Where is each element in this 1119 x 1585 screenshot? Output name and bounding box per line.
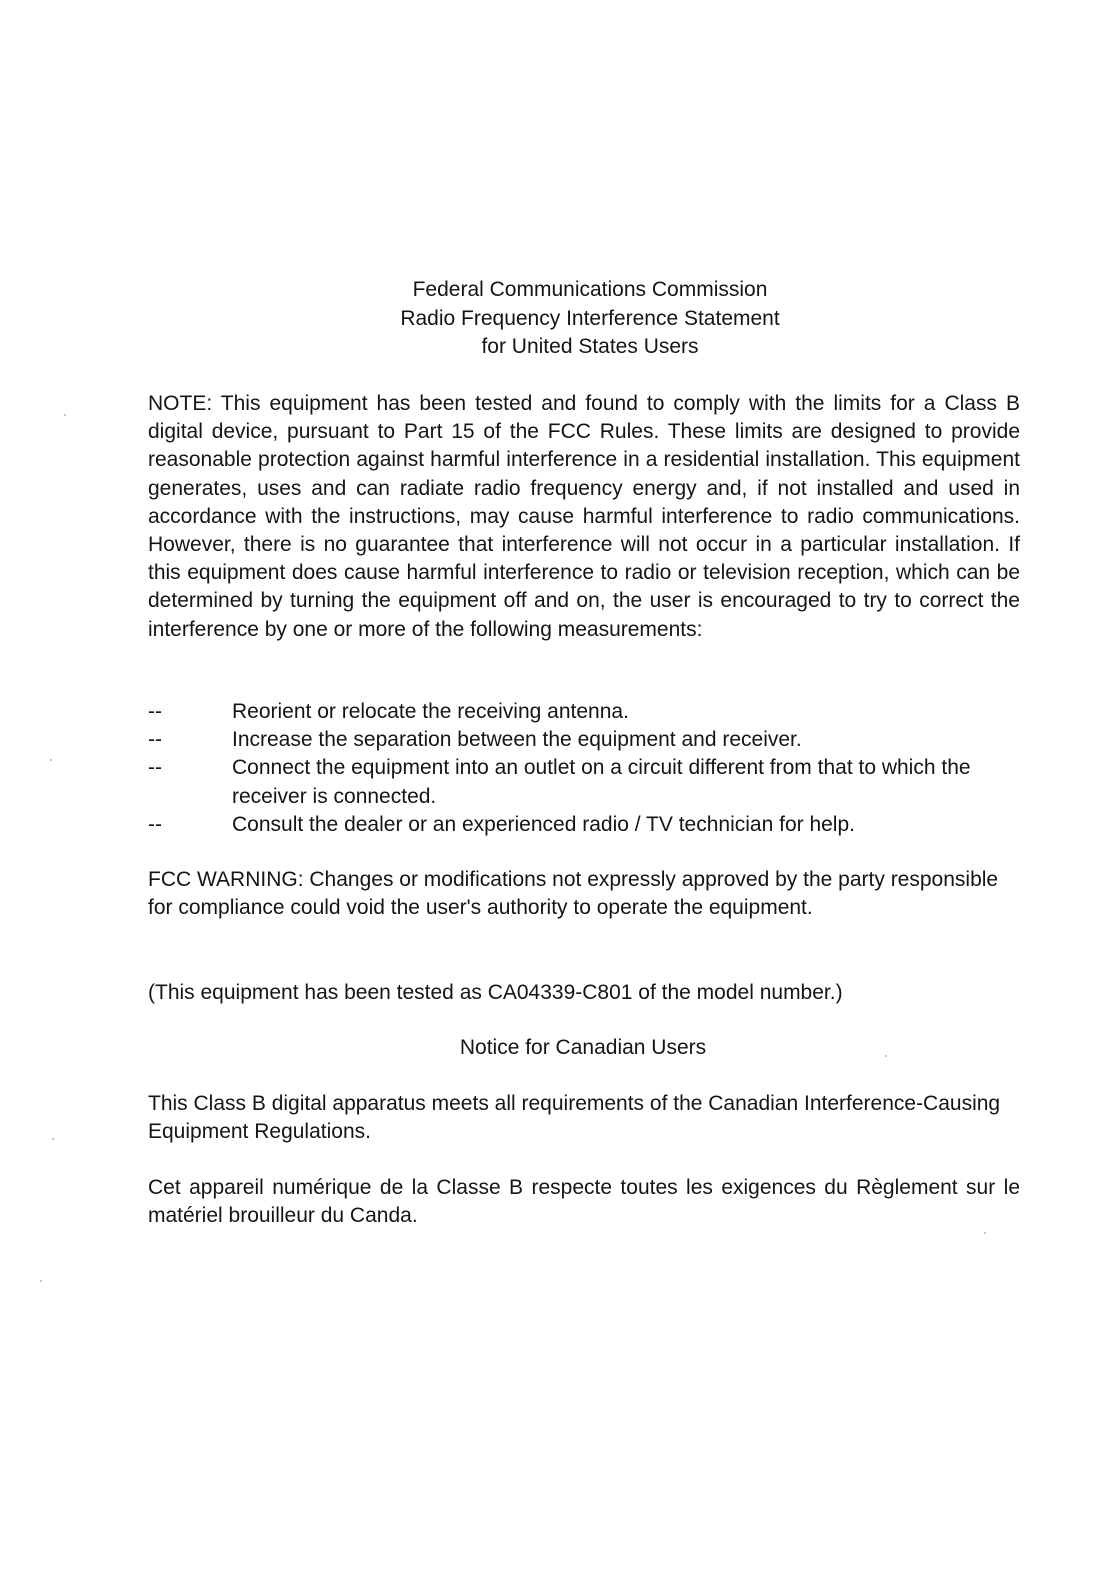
scan-speck (885, 1055, 887, 1057)
list-item-text: Reorient or relocate the receiving antenna. (232, 700, 629, 723)
list-item-text: Connect the equipment into an outlet on a circuit different from that to which the receiver is connected. (232, 756, 971, 808)
scan-speck (984, 1232, 986, 1234)
document-title (0, 276, 1119, 362)
list-item-text: Consult the dealer or an experienced radio / TV technician for help. (232, 812, 855, 836)
list-dash-marker: -- (148, 728, 162, 752)
canadian-notice-heading: Notice for Canadian Users (459, 1036, 707, 1059)
list-item (148, 811, 1028, 839)
list-dash-marker: -- (148, 812, 162, 836)
list-dash-marker: -- (148, 756, 162, 780)
canadian-english-paragraph: This Class B digital apparatus meets all requirements of the Canadian Interference-Causing Equipment Regulations. (148, 1092, 1001, 1144)
list-item-text: Increase the separation between the equipment and receiver. (232, 728, 802, 752)
title-line-statement: Radio Frequency Interference Statement (400, 306, 780, 330)
canadian-french-paragraph: Cet appareil numérique de la Classe B respecte toutes les exigences du Règlement sur le matériel brouilleur du Canda. (148, 1176, 1020, 1228)
scan-speck (52, 1138, 54, 1140)
fcc-warning-paragraph: FCC WARNING: Changes or modifications not expressly approved by the party responsible for compliance could void the user's authority to operate the equipment. (148, 868, 999, 920)
title-line-audience: for United States Users (481, 335, 699, 358)
list-item (148, 726, 1028, 754)
title-line-agency: Federal Communications Commission (412, 278, 768, 301)
tested-model-note: (This equipment has been tested as CA04339-C801 of the model number.) (148, 981, 843, 1004)
scan-speck (40, 1280, 42, 1282)
scan-speck (64, 414, 66, 416)
list-item (148, 754, 1028, 810)
fcc-note-paragraph: NOTE: This equipment has been tested and found to comply with the limits for a Class B digital device, pursuant to Part 15 of the FCC Rules. These limits are designed to provide reasonable protection against harmful interference in a residential installation. This equipment generates, uses and can radiate radio frequency energy and, if not installed and used in accordance with the instructions, may cause harmful interference to radio communications. However, there is no guarantee that interference will not occur in a particular installation. If this equipment does cause harmful interference to radio or television reception, which can be determined by turning the equipment off and on, the user is encouraged to try to correct the interference by one or more of the following measurements: (148, 392, 1020, 641)
list-item (148, 698, 1028, 726)
list-dash-marker: -- (148, 700, 162, 723)
scan-speck (50, 759, 52, 761)
interference-measures-list (148, 698, 1028, 839)
